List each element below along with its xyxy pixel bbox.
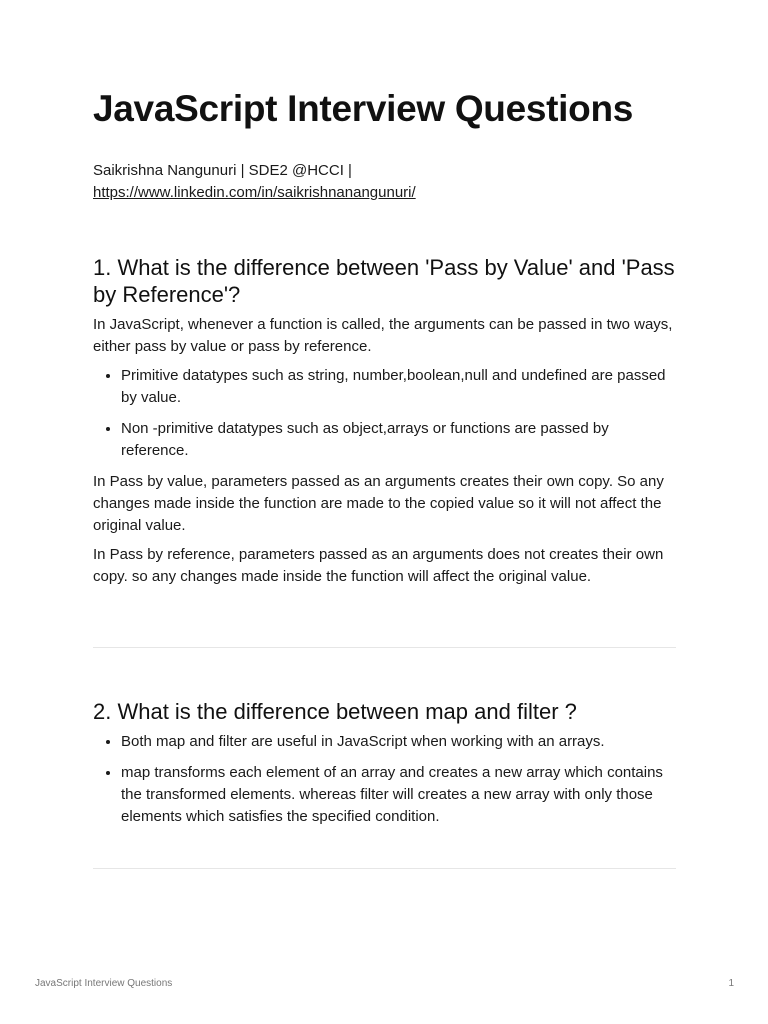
list-item: • Non -primitive datatypes such as object,arrays or functions are passed by reference. — [121, 418, 676, 462]
footer-page-number: 1 — [728, 978, 734, 989]
footer-doc-name: JavaScript Interview Questions — [35, 978, 173, 989]
question-heading: 2. What is the difference between map and filter ? — [93, 699, 577, 724]
linkedin-link[interactable]: https://www.linkedin.com/in/saikrishnanangunuri/ — [93, 184, 416, 201]
question-section-2 — [93, 698, 676, 837]
list-item: • Both map and filter are useful in JavaScript when working with an arrays. — [121, 731, 676, 753]
question-intro: In JavaScript, whenever a function is called, the arguments can be passed in two ways, either pass by value or pass by reference. — [93, 316, 673, 355]
body-paragraph: In Pass by value, parameters passed as an arguments creates their own copy. So any changes made inside the function are made to the copied value so it will not affect the original value. — [93, 473, 664, 534]
list-item: • map transforms each element of an array and creates a new array which contains the transformed elements. whereas filter will creates a new array with only those elements which satisfies the specified condition. — [121, 762, 676, 828]
author-line: Saikrishna Nangunuri | SDE2 @HCCI | — [93, 162, 352, 179]
author-info — [93, 160, 416, 204]
section-divider — [93, 647, 676, 648]
document-title: JavaScript Interview Questions — [93, 88, 634, 129]
body-paragraph: In Pass by reference, parameters passed as an arguments does not creates their own copy. so any changes made inside the function will affect the original value. — [93, 546, 664, 585]
list-item: • Primitive datatypes such as string, number,boolean,null and undefined are passed by value. — [121, 365, 676, 409]
section-divider — [93, 868, 676, 869]
bullet-list — [93, 731, 676, 828]
question-section-1 — [93, 254, 676, 595]
bullet-list — [93, 365, 676, 462]
question-heading: 1. What is the difference between 'Pass by Value' and 'Pass by Reference'? — [93, 255, 675, 307]
